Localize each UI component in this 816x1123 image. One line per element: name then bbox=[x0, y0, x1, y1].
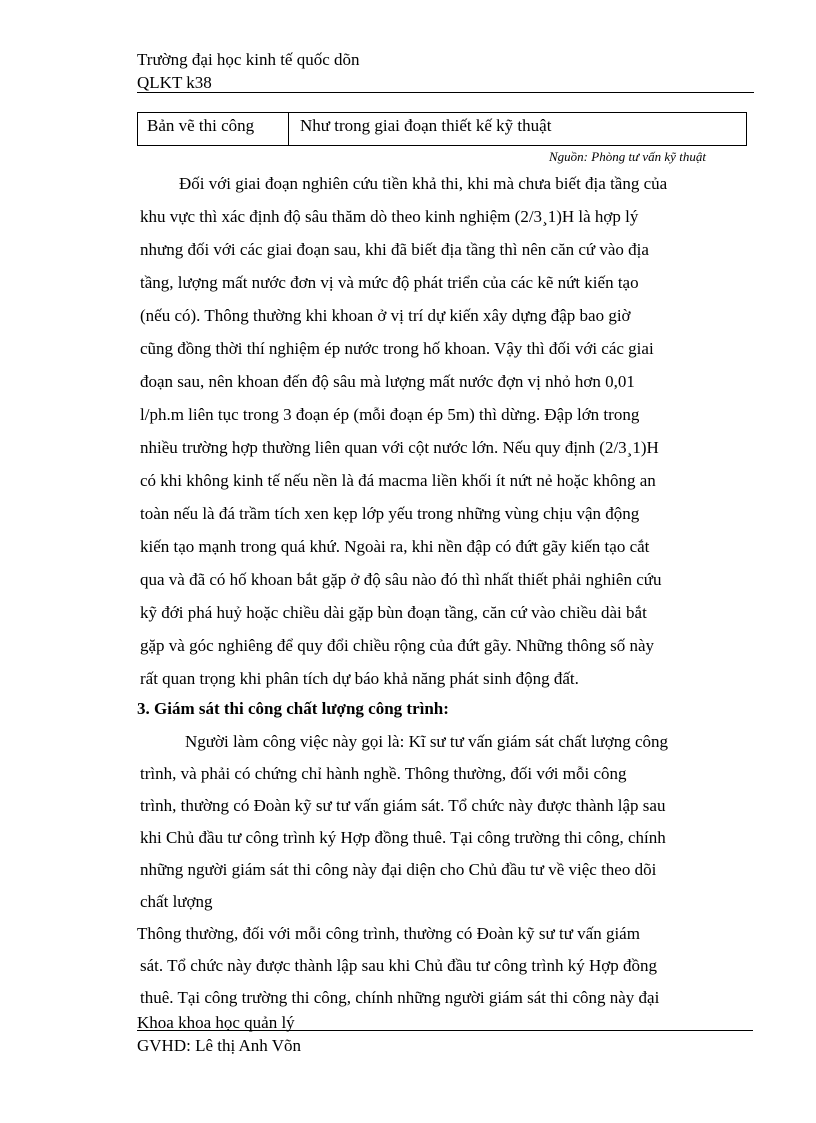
paragraph-line: cũng đồng thời thí nghiệm ép nước trong hố khoan. Vậy thì đối với các giai bbox=[140, 339, 654, 358]
paragraph-line: rất quan trọng khi phân tích dự báo khả năng phát sinh động đất. bbox=[140, 669, 579, 688]
paragraph-line: kỹ đới phá huỷ hoặc chiều dài gặp bùn đoạn tầng, căn cứ vào chiều dài bắt bbox=[140, 603, 647, 622]
paragraph-line: những người giám sát thi công này đại diện cho Chủ đầu tư về việc theo dõi bbox=[140, 860, 657, 879]
paragraph-line: Thông thường, đối với mỗi công trình, thường có Đoàn kỹ sư tư vấn giám bbox=[137, 924, 640, 943]
source-note: Nguồn: Phòng tư vấn kỹ thuật bbox=[549, 149, 706, 164]
paragraph-line: nhiều trường hợp thường liên quan với cột nước lớn. Nếu quy định (2/3¸1)H bbox=[140, 438, 659, 457]
paragraph-line: tầng, lượng mất nước đơn vị và mức độ phát triển của các kẽ nứt kiến tạo bbox=[140, 273, 639, 292]
class-name: QLKT k38 bbox=[137, 73, 212, 92]
paragraph-line: Đối với giai đoạn nghiên cứu tiền khả thi, khi mà chưa biết địa tầng của bbox=[179, 174, 668, 193]
school-name: Trường đại học kinh tế quốc dõn bbox=[137, 50, 360, 69]
table-column-divider bbox=[288, 112, 289, 145]
paragraph-line: trình, thường có Đoàn kỹ sư tư vấn giám sát. Tổ chức này được thành lập sau bbox=[140, 796, 666, 815]
header-rule bbox=[137, 92, 754, 93]
paragraph-line: khi Chủ đầu tư công trình ký Hợp đồng thuê. Tại công trường thi công, chính bbox=[140, 828, 666, 847]
section-heading: 3. Giám sát thi công chất lượng công trình: bbox=[137, 699, 449, 718]
paragraph-line: kiến tạo mạnh trong quá khứ. Ngoài ra, khi nền đập có đứt gãy kiến tạo cắt bbox=[140, 537, 650, 556]
faculty-name: Khoa khoa học quản lý bbox=[137, 1013, 295, 1032]
table-bottom-border bbox=[137, 145, 747, 146]
paragraph-line: có khi không kinh tế nếu nền là đá macma liền khối ít nứt nẻ hoặc không an bbox=[140, 471, 656, 490]
paragraph-line: Người làm công việc này gọi là: Kĩ sư tư vấn giám sát chất lượng công bbox=[185, 732, 669, 751]
table-right-border bbox=[746, 112, 747, 145]
paragraph-line: gặp và góc nghiêng để quy đổi chiều rộng của đứt gãy. Những thông số này bbox=[140, 636, 654, 655]
paragraph-line: (nếu có). Thông thường khi khoan ở vị trí dự kiến xây dựng đập bao giờ bbox=[140, 306, 631, 325]
paragraph-line: trình, và phải có chứng chỉ hành nghề. Thông thường, đối với mỗi công bbox=[140, 764, 627, 783]
table-left-border bbox=[137, 112, 138, 145]
footer-rule bbox=[137, 1030, 753, 1031]
paragraph-line: khu vực thì xác định độ sâu thăm dò theo kinh nghiệm (2/3¸1)H là hợp lý bbox=[140, 207, 639, 226]
table-cell-value: Như trong giai đoạn thiết kế kỹ thuật bbox=[300, 116, 552, 135]
paragraph-line: toàn nếu là đá trầm tích xen kẹp lớp yếu trong những vùng chịu vận động bbox=[140, 504, 640, 523]
paragraph-line: qua và đã có hố khoan bắt gặp ở độ sâu nào đó thì nhất thiết phải nghiên cứu bbox=[140, 570, 662, 589]
table-top-border bbox=[137, 112, 747, 113]
paragraph-line: chất lượng bbox=[140, 892, 213, 911]
table-cell-label: Bản vẽ thi công bbox=[147, 116, 255, 135]
paragraph-line: đoạn sau, nên khoan đến độ sâu mà lượng mất nước đợn vị nhỏ hơn 0,01 bbox=[140, 372, 635, 391]
paragraph-line: sát. Tổ chức này được thành lập sau khi Chủ đầu tư công trình ký Hợp đồng bbox=[140, 956, 657, 975]
paragraph-line: l/ph.m liên tục trong 3 đoạn ép (mỗi đoạn ép 5m) thì dừng. Đập lớn trong bbox=[140, 405, 640, 424]
paragraph-line: thuê. Tại công trường thi công, chính những người giám sát thi công này đại bbox=[140, 988, 660, 1007]
paragraph-line: nhưng đối với các giai đoạn sau, khi đã biết địa tầng thì nên căn cứ vào địa bbox=[140, 240, 649, 259]
advisor-name: GVHD: Lê thị Anh Võn bbox=[137, 1036, 302, 1055]
